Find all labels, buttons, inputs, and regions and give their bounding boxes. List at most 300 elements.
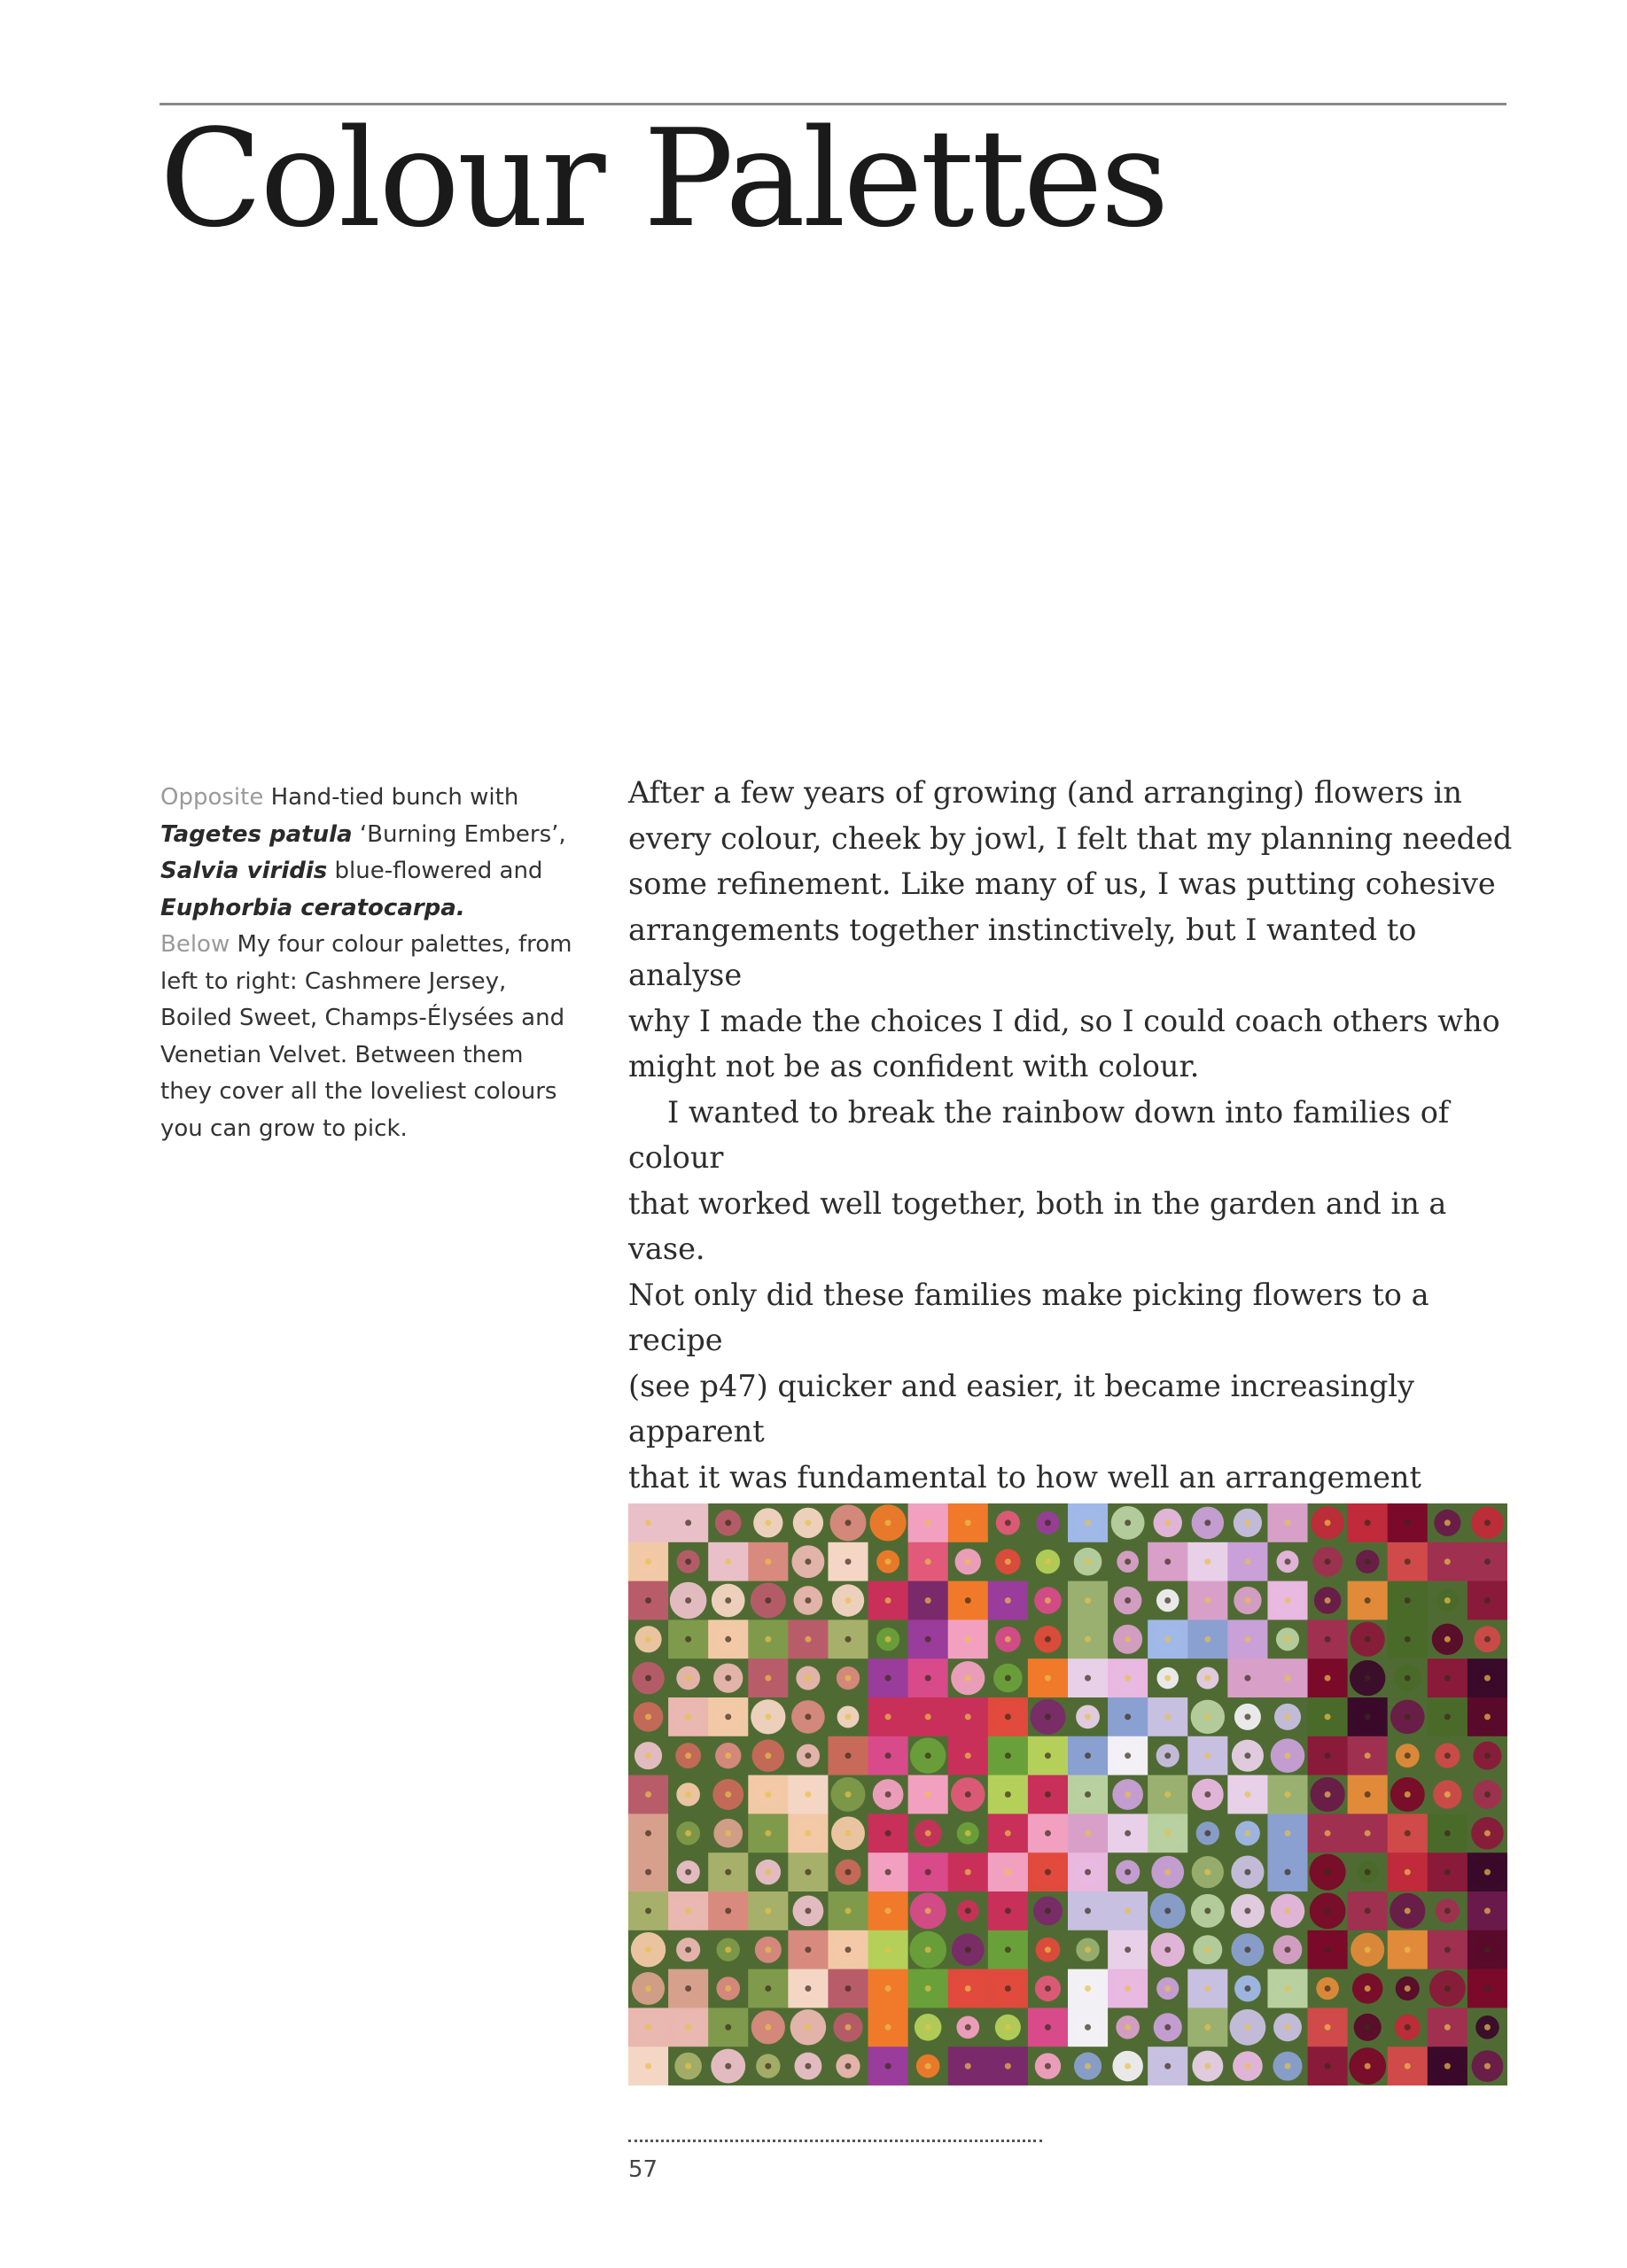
flower-centre xyxy=(845,1597,851,1604)
flower-centre xyxy=(1164,1907,1171,1914)
flower-centre xyxy=(1085,1985,1091,1992)
flower-centre xyxy=(765,2063,771,2070)
flower-centre xyxy=(1484,1519,1491,1526)
flower-centre xyxy=(1045,1636,1051,1643)
flower-centre xyxy=(1444,1558,1451,1565)
flower-palette-mosaic xyxy=(628,1503,1507,2085)
flower-centre xyxy=(685,1713,691,1720)
flower-centre xyxy=(685,2063,691,2070)
flower-centre xyxy=(845,1752,851,1759)
flower-centre xyxy=(1045,1675,1051,1682)
flower-centre xyxy=(805,1713,811,1720)
flower-centre xyxy=(725,1985,731,1992)
flower-centre xyxy=(645,1791,651,1798)
flower-centre xyxy=(925,1791,931,1798)
flower-centre xyxy=(1284,1830,1290,1837)
flower-centre xyxy=(1085,1752,1091,1759)
flower-centre xyxy=(1164,1597,1171,1604)
flower-centre xyxy=(645,1636,651,1643)
flower-centre xyxy=(1405,1636,1411,1643)
flower-centre xyxy=(1284,1558,1290,1565)
flower-centre xyxy=(845,2024,851,2031)
flower-centre xyxy=(1405,1597,1411,1604)
caption-opposite-text: ‘Burning Embers’, xyxy=(352,820,566,848)
flower-centre xyxy=(645,2063,651,2070)
flower-centre xyxy=(1045,1519,1051,1526)
caption-latin-name: Tagetes patula xyxy=(160,820,353,848)
flower-centre xyxy=(1244,1869,1250,1876)
flower-centre xyxy=(1365,1597,1371,1604)
flower-centre xyxy=(885,1946,891,1953)
flower-centre xyxy=(1365,1791,1371,1798)
flower-centre xyxy=(645,1713,651,1720)
flower-centre xyxy=(1005,1985,1011,1992)
flower-centre xyxy=(1484,1830,1491,1837)
flower-centre xyxy=(1365,1713,1371,1720)
flower-centre xyxy=(885,1636,891,1643)
flower-centre xyxy=(1444,2063,1451,2070)
page-title: Colour Palettes xyxy=(160,100,1167,257)
flower-centre xyxy=(1164,2024,1171,2031)
flower-centre xyxy=(765,1830,771,1837)
caption-latin-name: Salvia viridis xyxy=(160,858,328,884)
flower-centre xyxy=(685,1985,691,1992)
flower-centre xyxy=(765,1636,771,1643)
flower-centre xyxy=(965,1946,971,1953)
flower-centre xyxy=(725,1675,731,1682)
flower-centre xyxy=(1005,1597,1011,1604)
flower-centre xyxy=(1365,1869,1371,1876)
flower-centre xyxy=(1125,1946,1131,1953)
flower-centre xyxy=(1444,1752,1451,1759)
flower-centre xyxy=(1045,2063,1051,2070)
flower-centre xyxy=(1125,1752,1131,1759)
flower-centre xyxy=(1005,1519,1011,1526)
flower-centre xyxy=(1284,1519,1290,1526)
flower-centre xyxy=(1005,1791,1011,1798)
flower-centre xyxy=(805,1519,811,1526)
flower-centre xyxy=(1405,2063,1411,2070)
flower-centre xyxy=(885,1713,891,1720)
flower-centre xyxy=(1405,2024,1411,2031)
flower-centre xyxy=(1244,2024,1250,2031)
flower-centre xyxy=(685,2024,691,2031)
flower-centre xyxy=(845,1713,851,1720)
flower-centre xyxy=(885,1791,891,1798)
flower-centre xyxy=(645,1558,651,1565)
flower-centre xyxy=(805,1597,811,1604)
flower-centre xyxy=(685,1519,691,1526)
flower-centre xyxy=(685,1752,691,1759)
flower-centre xyxy=(765,1752,771,1759)
flower-centre xyxy=(1045,1907,1051,1914)
flower-centre xyxy=(925,1519,931,1526)
flower-centre xyxy=(1164,1791,1171,1798)
flower-centre xyxy=(725,1713,731,1720)
flower-centre xyxy=(1444,1713,1451,1720)
flower-centre xyxy=(1325,1675,1331,1682)
flower-centre xyxy=(1164,1675,1171,1682)
flower-centre xyxy=(1484,1713,1491,1720)
flower-centre xyxy=(925,1597,931,1604)
flower-centre xyxy=(805,1675,811,1682)
flower-centre xyxy=(1045,1985,1051,1992)
flower-centre xyxy=(1325,1985,1331,1992)
flower-centre xyxy=(1204,1791,1211,1798)
flower-centre xyxy=(1204,1946,1211,1953)
flower-centre xyxy=(925,1907,931,1914)
flower-centre xyxy=(1325,2063,1331,2070)
flower-centre xyxy=(1365,1558,1371,1565)
flower-centre xyxy=(1204,1985,1211,1992)
flower-centre xyxy=(1444,1519,1451,1526)
flower-centre xyxy=(725,2063,731,2070)
caption-opposite-text: blue-flowered and xyxy=(327,858,543,884)
flower-centre xyxy=(1325,1597,1331,1604)
flower-centre xyxy=(805,1907,811,1914)
flower-centre xyxy=(1244,1907,1250,1914)
flower-centre xyxy=(685,1907,691,1914)
flower-centre xyxy=(645,2024,651,2031)
flower-centre xyxy=(845,1946,851,1953)
flower-centre xyxy=(925,1675,931,1682)
flower-centre xyxy=(1244,1791,1250,1798)
flower-centre xyxy=(765,1519,771,1526)
flower-centre xyxy=(1204,1830,1211,1837)
flower-centre xyxy=(1085,1558,1091,1565)
flower-centre xyxy=(1045,1597,1051,1604)
flower-centre xyxy=(1045,1752,1051,1759)
flower-centre xyxy=(685,1636,691,1643)
flower-centre xyxy=(1365,1985,1371,1992)
flower-centre xyxy=(1045,2024,1051,2031)
flower-centre xyxy=(1405,1869,1411,1876)
flower-centre xyxy=(1284,1636,1290,1643)
flower-centre xyxy=(1325,2024,1331,2031)
flower-centre xyxy=(965,1597,971,1604)
flower-centre xyxy=(1005,1907,1011,1914)
flower-centre xyxy=(1164,1519,1171,1526)
flower-centre xyxy=(1164,1558,1171,1565)
flower-centre xyxy=(725,1636,731,1643)
flower-centre xyxy=(805,1752,811,1759)
flower-centre xyxy=(1045,1869,1051,1876)
flower-centre xyxy=(1085,1597,1091,1604)
caption-below xyxy=(160,927,577,1147)
flower-centre xyxy=(1244,1985,1250,1992)
flower-centre xyxy=(1365,1907,1371,1914)
flower-centre xyxy=(925,1752,931,1759)
flower-centre xyxy=(1444,1597,1451,1604)
flower-centre xyxy=(1125,1791,1131,1798)
flower-centre xyxy=(685,1597,691,1604)
flower-centre xyxy=(885,1752,891,1759)
flower-centre xyxy=(645,1869,651,1876)
flower-centre xyxy=(885,1675,891,1682)
flower-centre xyxy=(1484,1675,1491,1682)
flower-centre xyxy=(1405,1519,1411,1526)
flower-centre xyxy=(765,1713,771,1720)
flower-centre xyxy=(1284,1675,1290,1682)
flower-centre xyxy=(1204,1713,1211,1720)
flower-centre xyxy=(965,1675,971,1682)
flower-centre xyxy=(845,1675,851,1682)
flower-centre xyxy=(725,1519,731,1526)
flower-centre xyxy=(1045,1946,1051,1953)
flower-centre xyxy=(725,1869,731,1876)
flower-centre xyxy=(845,1830,851,1837)
flower-centre xyxy=(1365,1946,1371,1953)
flower-centre xyxy=(645,1985,651,1992)
flower-centre xyxy=(685,1869,691,1876)
flower-centre xyxy=(1005,1713,1011,1720)
flower-centre xyxy=(1125,1597,1131,1604)
flower-centre xyxy=(1444,1907,1451,1914)
flower-centre xyxy=(805,1636,811,1643)
flower-centre xyxy=(1085,2063,1091,2070)
flower-centre xyxy=(845,2063,851,2070)
flower-centre xyxy=(725,1907,731,1914)
photo-caption xyxy=(160,780,577,1147)
flower-centre xyxy=(1085,1791,1091,1798)
flower-centre xyxy=(1164,1869,1171,1876)
flower-centre xyxy=(765,1675,771,1682)
flower-centre xyxy=(1284,1907,1290,1914)
flower-centre xyxy=(1164,1830,1171,1837)
flower-centre xyxy=(1085,1636,1091,1643)
flower-centre xyxy=(1085,1675,1091,1682)
flower-centre xyxy=(685,1558,691,1565)
flower-centre xyxy=(925,1713,931,1720)
flower-centre xyxy=(1164,2063,1171,2070)
flower-centre xyxy=(1244,1519,1250,1526)
flower-centre xyxy=(845,1519,851,1526)
flower-centre xyxy=(1284,1597,1290,1604)
flower-centre xyxy=(1365,1752,1371,1759)
flower-centre xyxy=(1405,1558,1411,1565)
caption-opposite-text: Hand-tied bunch with xyxy=(263,784,519,811)
flower-centre xyxy=(1125,1830,1131,1837)
flower-centre xyxy=(1125,1675,1131,1682)
flower-centre xyxy=(1444,1675,1451,1682)
flower-centre xyxy=(805,1946,811,1953)
flower-centre xyxy=(1284,1946,1290,1953)
flower-centre xyxy=(1204,2063,1211,2070)
flower-centre xyxy=(1405,1907,1411,1914)
flower-centre xyxy=(805,2063,811,2070)
flower-centre xyxy=(1444,1636,1451,1643)
flower-centre xyxy=(1284,2024,1290,2031)
body-paragraph: After a few years of growing (and arranging) flowers in every colour, cheek by jowl, I felt that my planning needed some refinement. Like many of us, I was putting cohesive arrangements together instinctively, but I wanted to analyse why I made the choices I did, so I could coach others who might not be as confident with colour. xyxy=(628,775,1513,1084)
flower-centre xyxy=(1085,2024,1091,2031)
flower-centre xyxy=(1005,1558,1011,1565)
caption-opposite xyxy=(160,780,577,927)
flower-centre xyxy=(1484,1946,1491,1953)
flower-centre xyxy=(1484,1558,1491,1565)
flower-centre xyxy=(1284,1713,1290,1720)
flower-centre xyxy=(1045,1791,1051,1798)
flower-centre xyxy=(1325,1830,1331,1837)
flower-centre xyxy=(1204,1519,1211,1526)
flower-centre xyxy=(965,1636,971,1643)
flower-centre xyxy=(1005,1946,1011,1953)
flower-centre xyxy=(925,1558,931,1565)
flower-centre xyxy=(925,2024,931,2031)
flower-centre xyxy=(1125,1985,1131,1992)
flower-centre xyxy=(965,1869,971,1876)
flower-centre xyxy=(885,1558,891,1565)
flower-centre xyxy=(1484,1597,1491,1604)
flower-centre xyxy=(645,1907,651,1914)
flower-centre xyxy=(1005,2063,1011,2070)
flower-centre xyxy=(1125,1907,1131,1914)
flower-centre xyxy=(965,1830,971,1837)
flower-centre xyxy=(685,1675,691,1682)
flower-centre xyxy=(1444,1985,1451,1992)
flower-centre xyxy=(1405,1713,1411,1720)
flower-centre xyxy=(1204,1907,1211,1914)
flower-centre xyxy=(1284,2063,1290,2070)
flower-centre xyxy=(1045,1830,1051,1837)
flower-centre xyxy=(1125,1713,1131,1720)
flower-centre xyxy=(1444,1869,1451,1876)
flower-centre xyxy=(925,1985,931,1992)
flower-centre xyxy=(1244,1558,1250,1565)
flower-centre xyxy=(765,1558,771,1565)
flower-mosaic-image xyxy=(628,1503,1507,2085)
flower-centre xyxy=(1244,1713,1250,1720)
flower-centre xyxy=(925,1946,931,1953)
flower-centre xyxy=(885,1830,891,1837)
caption-below-text: My four colour palettes, from left to right: Cashmere Jersey, Boiled Sweet, Champs-Élysées and Venetian Velvet. Between them they cover all the loveliest colours you can grow to pick. xyxy=(160,931,572,1142)
body-paragraph: I wanted to break the rainbow down into families of colour that worked well together, both in the garden and in a vase. Not only did these families make picking flowers to a recipe (see p47) quicker and easier, it became increasingly apparent that it was fundamental to how well an arrangement xyxy=(628,1094,1450,1495)
flower-centre xyxy=(1045,1558,1051,1565)
flower-centre xyxy=(1204,1752,1211,1759)
flower-centre xyxy=(1164,1713,1171,1720)
flower-centre xyxy=(1484,1636,1491,1643)
flower-centre xyxy=(725,1752,731,1759)
flower-centre xyxy=(1085,1519,1091,1526)
flower-centre xyxy=(805,1558,811,1565)
flower-centre xyxy=(1204,1869,1211,1876)
flower-centre xyxy=(1365,2063,1371,2070)
flower-centre xyxy=(965,2063,971,2070)
flower-centre xyxy=(1244,1636,1250,1643)
flower-centre xyxy=(1405,1946,1411,1953)
flower-centre xyxy=(805,1791,811,1798)
flower-centre xyxy=(965,1907,971,1914)
flower-centre xyxy=(805,1830,811,1837)
flower-centre xyxy=(965,1752,971,1759)
flower-centre xyxy=(1204,1597,1211,1604)
flower-centre xyxy=(1244,1946,1250,1953)
caption-below-lead: Below xyxy=(160,931,230,958)
flower-centre xyxy=(1325,1907,1331,1914)
flower-centre xyxy=(1005,1869,1011,1876)
flower-centre xyxy=(1125,2063,1131,2070)
flower-centre xyxy=(845,1869,851,1876)
flower-centre xyxy=(1325,1713,1331,1720)
flower-centre xyxy=(725,1946,731,1953)
flower-centre xyxy=(1365,1519,1371,1526)
flower-centre xyxy=(845,1985,851,1992)
flower-centre xyxy=(1444,1830,1451,1837)
flower-centre xyxy=(1284,1791,1290,1798)
caption-opposite-lead: Opposite xyxy=(160,784,264,811)
flower-centre xyxy=(1005,1830,1011,1837)
flower-centre xyxy=(1484,2024,1491,2031)
flower-centre xyxy=(1244,1675,1250,1682)
flower-centre xyxy=(1325,1946,1331,1953)
flower-centre xyxy=(765,1985,771,1992)
flower-centre xyxy=(1204,1558,1211,1565)
flower-centre xyxy=(1085,1869,1091,1876)
flower-centre xyxy=(1325,1869,1331,1876)
flower-centre xyxy=(1484,1985,1491,1992)
flower-centre xyxy=(1244,1830,1250,1837)
flower-centre xyxy=(1405,1985,1411,1992)
flower-centre xyxy=(965,1519,971,1526)
flower-centre xyxy=(885,1519,891,1526)
flower-centre xyxy=(885,1907,891,1914)
flower-centre xyxy=(1444,1946,1451,1953)
flower-centre xyxy=(1045,1713,1051,1720)
flower-centre xyxy=(765,1597,771,1604)
flower-centre xyxy=(1405,1752,1411,1759)
flower-centre xyxy=(925,1636,931,1643)
flower-centre xyxy=(885,2063,891,2070)
flower-centre xyxy=(925,1830,931,1837)
flower-centre xyxy=(1484,1752,1491,1759)
flower-centre xyxy=(1365,1636,1371,1643)
flower-centre xyxy=(965,1558,971,1565)
flower-centre xyxy=(1164,1752,1171,1759)
flower-centre xyxy=(805,2024,811,2031)
flower-centre xyxy=(1164,1946,1171,1953)
flower-centre xyxy=(1204,1636,1211,1643)
flower-centre xyxy=(805,1869,811,1876)
flower-centre xyxy=(885,2024,891,2031)
flower-centre xyxy=(765,1869,771,1876)
flower-centre xyxy=(1284,1985,1290,1992)
flower-centre xyxy=(845,1907,851,1914)
flower-centre xyxy=(1444,1791,1451,1798)
flower-centre xyxy=(1005,1675,1011,1682)
flower-centre xyxy=(1405,1830,1411,1837)
flower-centre xyxy=(845,1791,851,1798)
flower-centre xyxy=(1005,1752,1011,1759)
flower-centre xyxy=(1284,1869,1290,1876)
flower-centre xyxy=(725,1558,731,1565)
flower-centre xyxy=(805,1985,811,1992)
flower-centre xyxy=(925,2063,931,2070)
flower-centre xyxy=(1005,1636,1011,1643)
flower-centre xyxy=(1244,1752,1250,1759)
caption-latin-name: Euphorbia ceratocarpa. xyxy=(160,894,465,921)
flower-centre xyxy=(1325,1636,1331,1643)
flower-centre xyxy=(925,1869,931,1876)
flower-centre xyxy=(1125,2024,1131,2031)
flower-centre xyxy=(725,2024,731,2031)
flower-centre xyxy=(645,1597,651,1604)
flower-centre xyxy=(1365,2024,1371,2031)
flower-centre xyxy=(1484,1869,1491,1876)
flower-centre xyxy=(845,1636,851,1643)
flower-centre xyxy=(1365,1675,1371,1682)
flower-centre xyxy=(1164,1636,1171,1643)
footer-dotted-rule xyxy=(628,2140,1042,2142)
flower-centre xyxy=(765,1907,771,1914)
